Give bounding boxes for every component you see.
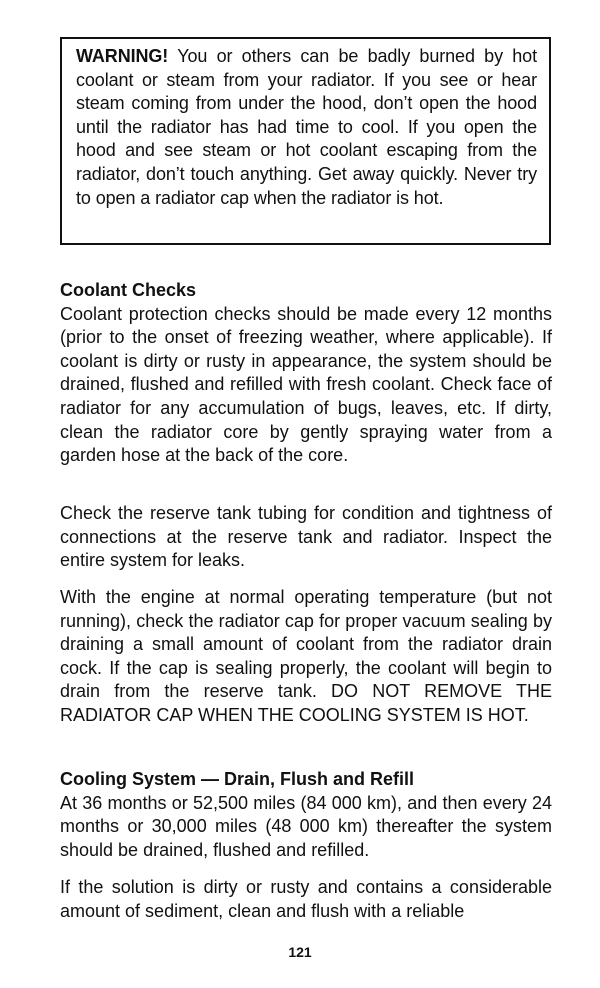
page-number: 121	[288, 944, 312, 960]
cooling-system-section	[60, 768, 552, 862]
coolant-checks-paragraph-2: Check the reserve tank tubing for condition and tightness of connections at the reserve tank and radiator. Inspect the entire system for leaks.	[60, 503, 552, 571]
warning-text	[76, 45, 537, 210]
coolant-checks-heading: Coolant Checks	[60, 280, 197, 300]
radiator-cap-section	[60, 586, 552, 728]
reserve-tank-section	[60, 502, 552, 573]
warning-label: WARNING!	[76, 46, 169, 66]
sediment-section	[60, 876, 552, 923]
cooling-system-heading: Cooling System — Drain, Flush and Refill	[60, 769, 415, 789]
coolant-checks-section	[60, 279, 552, 468]
coolant-checks-paragraph-3: With the engine at normal operating temperature (but not running), check the radiator cap for proper vacuum sealing by draining a small amount of coolant from the radiator drain cock. If the cap is sealing properly, the coolant will begin to drain from the reserve tank. DO NOT REMOVE THE RADIATOR CAP WHEN THE COOLING SYSTEM IS HOT.	[60, 587, 552, 725]
cooling-system-paragraph-1: At 36 months or 52,500 miles (84 000 km), and then every 24 months or 30,000 miles (48 000 km) thereafter the system should be drained, flushed and refilled.	[60, 792, 552, 860]
coolant-checks-paragraph-1: Coolant protection checks should be made every 12 months (prior to the onset of freezing weather, where applicable). If coolant is dirty or rusty in appearance, the system should be drained, flushed and refilled with fresh coolant. Check face of radiator for any accumulation of bugs, leaves, etc. If dirty, clean the radiator core by gently spraying water from a garden hose at the back of the core.	[60, 303, 552, 466]
warning-box	[60, 37, 551, 245]
warning-body: You or others can be badly burned by hot coolant or steam from your radiator. If you see or hear steam coming from under the hood, don’t open the hood until the radiator has had time to cool. If you open the hood and see steam or hot coolant escaping from the radiator, don’t touch anything. Get away quickly. Never try to open a radiator cap when the radiator is hot.	[76, 46, 537, 208]
cooling-system-paragraph-2: If the solution is dirty or rusty and contains a considerable amount of sediment, clean and flush with a reliable	[60, 877, 552, 921]
